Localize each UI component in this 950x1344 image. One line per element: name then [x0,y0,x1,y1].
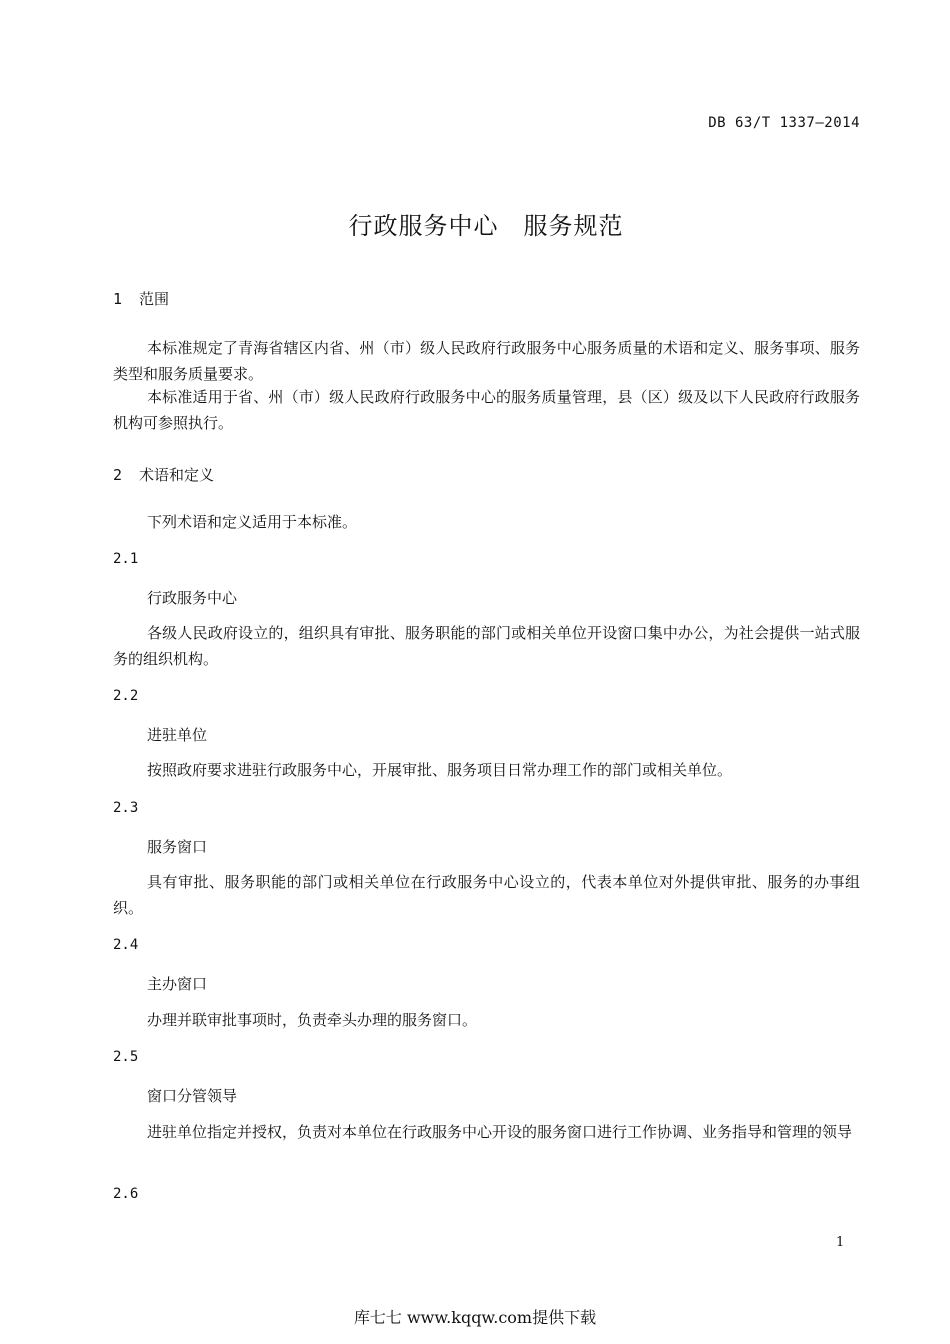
term-definition: 办理并联审批事项时，负责牵头办理的服务窗口。 [147,1011,478,1029]
section-heading-scope [113,288,169,309]
section-title: 术语和定义 [139,466,215,484]
term-definition: 具有审批、服务职能的部门或相关单位在行政服务中心设立的，代表本单位对外提供审批、服务的办事组织。 [113,873,860,917]
document-title: 行政服务中心 服务规范 [348,212,624,240]
term-name: 进驻单位 [147,726,208,744]
page-number: 1 [836,1235,845,1250]
term-name: 行政服务中心 [147,589,238,607]
paragraph: 本标准规定了青海省辖区内省、州（市）级人民政府行政服务中心服务质量的术语和定义、服务事项、服务类型和服务质量要求。 [113,339,860,383]
term-number: 2.3 [113,800,139,816]
section-heading-terms [113,464,214,485]
term-definition: 各级人民政府设立的，组织具有审批、服务职能的部门或相关单位开设窗口集中办公，为社会提供一站式服务的组织机构。 [113,624,860,668]
term-definition: 按照政府要求进驻行政服务中心，开展审批、服务项目日常办理工作的部门或相关单位。 [147,761,733,779]
term-number: 2.4 [113,937,139,953]
standard-code: DB 63/T 1337—2014 [708,115,860,131]
term-number: 2.5 [113,1049,139,1065]
download-footer: 库七七 www.kqqw.com提供下载 [353,1308,597,1327]
term-definition: 进驻单位指定并授权，负责对本单位在行政服务中心开设的服务窗口进行工作协调、业务指导和管理的领导 [147,1123,853,1141]
section-number: 1 [113,290,123,308]
section-number: 2 [113,466,123,484]
paragraph: 下列术语和定义适用于本标准。 [147,513,358,531]
term-number: 2.2 [113,688,139,704]
term-number: 2.6 [113,1186,139,1202]
term-number: 2.1 [113,551,139,567]
section-title: 范围 [139,290,170,308]
term-name: 主办窗口 [147,975,208,993]
term-name: 服务窗口 [147,838,208,856]
term-name: 窗口分管领导 [147,1087,238,1105]
paragraph: 本标准适用于省、州（市）级人民政府行政服务中心的服务质量管理，县（区）级及以下人民政府行政服务机构可参照执行。 [113,388,860,432]
